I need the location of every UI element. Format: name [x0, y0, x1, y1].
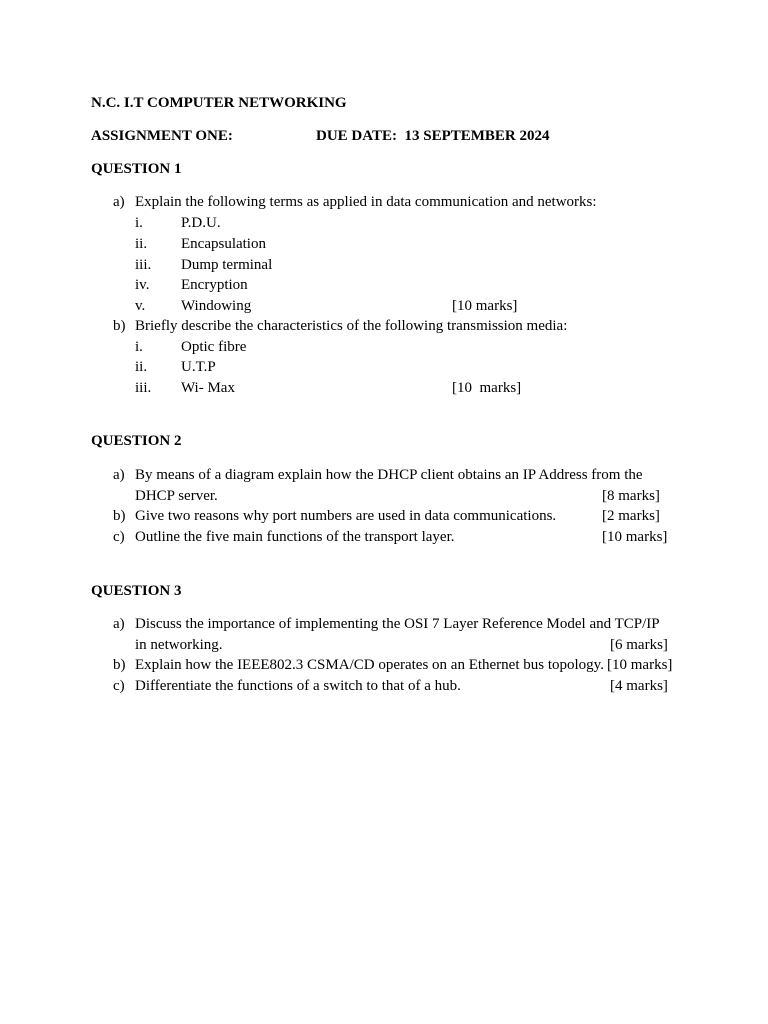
- q2-a-marks: [8 marks]: [602, 488, 660, 504]
- q2-b-letter: b): [113, 508, 126, 524]
- q2-c-letter: c): [113, 529, 125, 545]
- q1-a-item-num: iii.: [135, 257, 152, 273]
- q2-b-marks: [2 marks]: [602, 508, 660, 524]
- q1-a-item-text: Windowing: [181, 298, 252, 314]
- q1-b-item-text: Wi- Max: [181, 380, 235, 396]
- q3-a-text-line2: in networking.: [135, 637, 223, 653]
- question-3-heading: QUESTION 3: [91, 583, 182, 599]
- q1-a-text: Explain the following terms as applied in data communication and networks:: [135, 194, 597, 210]
- q1-a-letter: a): [113, 194, 125, 210]
- q3-a-text-line1: Discuss the importance of implementing the OSI 7 Layer Reference Model and TCP/IP: [135, 616, 660, 632]
- q3-b-letter: b): [113, 657, 126, 673]
- q1-b-item-text: Optic fibre: [181, 339, 247, 355]
- q2-a-text-line2: DHCP server.: [135, 488, 218, 504]
- q1-a-marks: [10 marks]: [452, 298, 518, 314]
- q3-a-marks: [6 marks]: [610, 637, 668, 653]
- q1-a-item-num: iv.: [135, 277, 150, 293]
- due-date: DUE DATE: 13 SEPTEMBER 2024: [316, 128, 550, 144]
- q3-b-text: Explain how the IEEE802.3 CSMA/CD operates on an Ethernet bus topology.: [135, 657, 604, 673]
- q2-c-text: Outline the five main functions of the transport layer.: [135, 529, 455, 545]
- q2-a-text-line1: By means of a diagram explain how the DHCP client obtains an IP Address from the: [135, 467, 643, 483]
- q1-b-item-num: iii.: [135, 380, 152, 396]
- q3-c-marks: [4 marks]: [610, 678, 668, 694]
- q1-b-letter: b): [113, 318, 126, 334]
- q1-a-item-num: i.: [135, 215, 143, 231]
- q1-a-item-text: Encapsulation: [181, 236, 266, 252]
- q1-a-item-text: P.D.U.: [181, 215, 221, 231]
- q1-a-item-num: v.: [135, 298, 146, 314]
- q1-b-item-num: ii.: [135, 359, 148, 375]
- q3-b-marks: [10 marks]: [607, 657, 673, 673]
- assignment-label: ASSIGNMENT ONE:: [91, 128, 233, 144]
- question-2-heading: QUESTION 2: [91, 433, 182, 449]
- q2-a-letter: a): [113, 467, 125, 483]
- q1-a-item-text: Dump terminal: [181, 257, 273, 273]
- q1-b-marks: [10 marks]: [452, 380, 522, 396]
- q1-a-item-text: Encryption: [181, 277, 248, 293]
- q3-c-letter: c): [113, 678, 125, 694]
- q3-c-text: Differentiate the functions of a switch to that of a hub.: [135, 678, 461, 694]
- q1-b-item-num: i.: [135, 339, 143, 355]
- q1-b-item-text: U.T.P: [181, 359, 216, 375]
- question-1-heading: QUESTION 1: [91, 161, 182, 177]
- q2-b-text: Give two reasons why port numbers are used in data communications.: [135, 508, 557, 524]
- q3-a-letter: a): [113, 616, 125, 632]
- document-title: N.C. I.T COMPUTER NETWORKING: [91, 95, 347, 111]
- q1-b-text: Briefly describe the characteristics of the following transmission media:: [135, 318, 568, 334]
- q2-c-marks: [10 marks]: [602, 529, 668, 545]
- q1-a-item-num: ii.: [135, 236, 148, 252]
